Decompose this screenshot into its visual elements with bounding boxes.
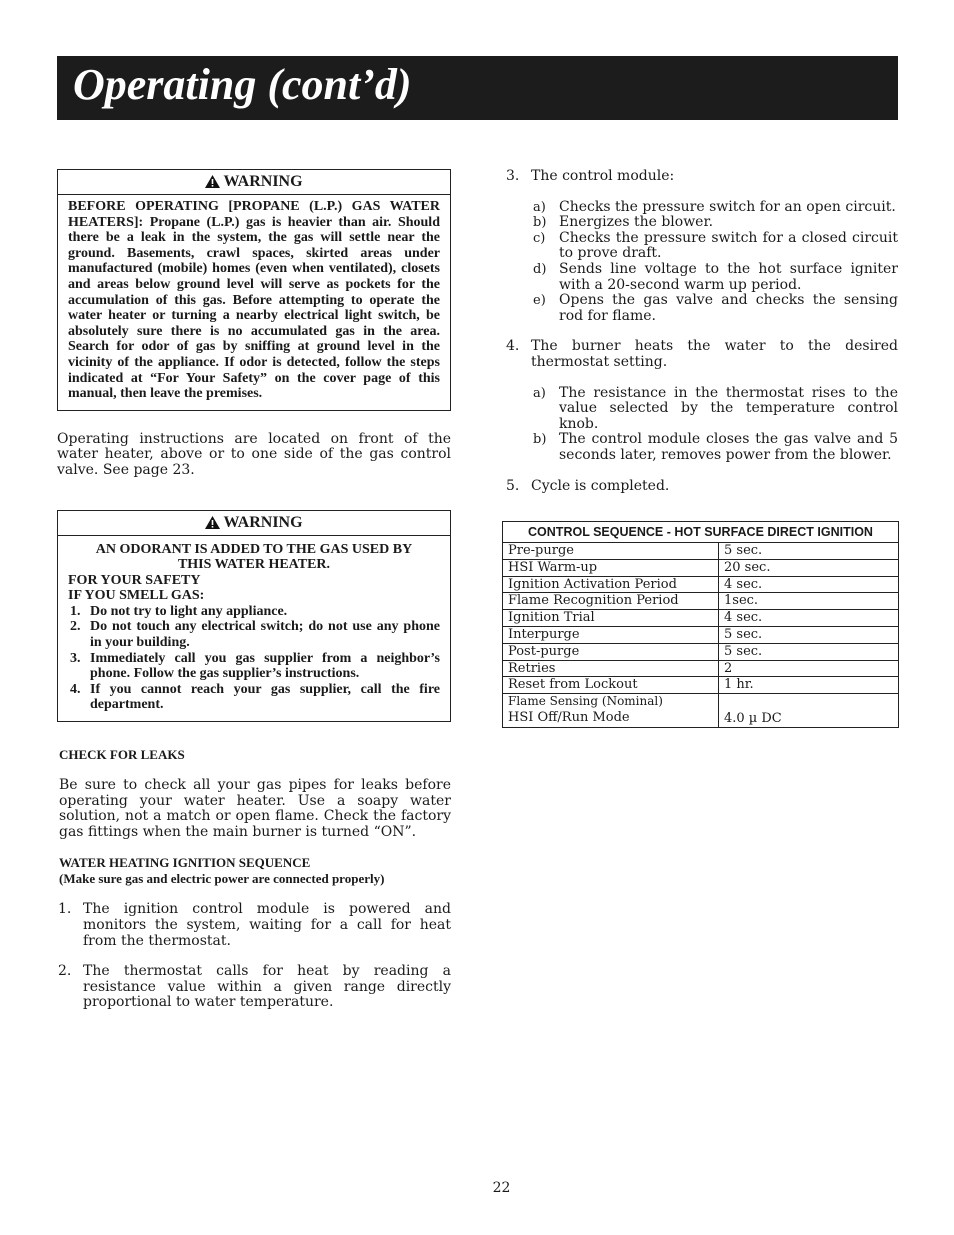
control-sequence-table [502, 521, 899, 728]
list-item: 4. If you cannot reach your gas supplier, call the fire department. [70, 681, 440, 713]
odorant-warning-body [58, 536, 450, 722]
table-row: Ignition Activation Period 4 sec. [503, 576, 899, 593]
warning-header [58, 511, 450, 536]
page-number: 22 [492, 1180, 511, 1196]
table-header-row [503, 522, 899, 543]
list-item: 2. The thermostat calls for heat by reading a resistance value within a given range directly proportional to water temperature. [58, 963, 451, 1011]
list-item: b) Energizes the blower. [533, 214, 714, 231]
list-item: 3. Immediately call you gas supplier from a neighbor’s phone. Follow the gas supplier’s instructions. [70, 650, 440, 682]
ignition-sequence-subheading: (Make sure gas and electric power are connected properly) [59, 871, 385, 887]
list-item: d) Sends line voltage to the hot surface igniter with a 20-second warm up period. [533, 260, 898, 293]
right-column [505, 169, 898, 494]
ignition-steps-right [505, 169, 898, 494]
table-row: Interpurge 5 sec. [503, 626, 899, 643]
ignition-steps-left [57, 902, 451, 1011]
for-your-safety: FOR YOUR SAFETY [68, 572, 201, 588]
check-for-leaks-text: Be sure to check all your gas pipes for leaks before operating your water heater. Use a soapy water solution, not a match or open flame. Check the factory gas fittings when the main burner is turned “ON”. [59, 777, 451, 840]
list-item: c) Checks the pressure switch for a closed circuit to prove draft. [533, 229, 898, 262]
table-title: CONTROL SEQUENCE - HOT SURFACE DIRECT IGNITION [503, 522, 899, 543]
control-module-substeps [531, 200, 898, 325]
ignition-sequence-heading: WATER HEATING IGNITION SEQUENCE [59, 855, 311, 871]
list-item: 1. Do not try to light any appliance. [70, 603, 288, 619]
flame-sensing-label: Flame Sensing (Nominal) [508, 694, 663, 709]
list-item: 1. The ignition control module is powered and monitors the system, waiting for a call for heat from the thermostat. [58, 901, 451, 949]
safety-steps-list [68, 604, 440, 713]
warning-header [58, 170, 450, 195]
table-row: Post-purge 5 sec. [503, 643, 899, 660]
warning-label: WARNING [223, 513, 303, 531]
table-row: Reset from Lockout 1 hr. [503, 677, 899, 694]
odorant-heading: AN ODORANT IS ADDED TO THE GAS USED BY THIS WATER HEATER. [95, 541, 413, 573]
burner-substeps [531, 386, 898, 464]
list-item: 3. The control module: a) Checks the pressure switch for an open circuit. b) Energizes the blower. c) Checks the pressure switch for a closed circuit to prove draft. d) Sends line voltage to the hot surface igniter with a 20-second warm up period. e) Opens the gas valve and checks the sensing rod for flame. [506, 168, 898, 324]
flame-sensing-value: 4.0 µ DC [719, 694, 899, 728]
propane-warning-text: BEFORE OPERATING [PROPANE (L.P.) GAS WATER HEATERS]: Propane (L.P.) gas is heavier than air. Should there be a leak in the system, the gas will settle near the ground. Basements, crawl spaces, skirted areas under manufactured (mobile) homes (even when ventilated), closets and areas below ground level will serve as pockets for the accumulation of this gas. Before attempting to operate the water heater or turning a nearby electrical light switch, be absolutely sure there is no accumulated gas in the area. Search for odor of gas by sniffing at ground level in the vicinity of the appliance. If odor is detected, follow the steps indicated at “For Your Safety” on the cover page of this manual, then leave the premises. [68, 199, 440, 402]
table-row: HSI Warm-up 20 sec. [503, 559, 899, 576]
list-item: 2. Do not touch any electrical switch; do not use any phone in your building. [70, 619, 440, 651]
propane-warning-box [57, 169, 451, 411]
list-item: 4. The burner heats the water to the desired thermostat setting. a) The resistance in the thermostat rises to the value selected by the temperature control knob. b) The control module closes the gas valve and 5 seconds later, removes power from the blower. [506, 338, 898, 463]
warning-triangle-icon [205, 516, 220, 529]
hsi-mode-label: HSI Off/Run Mode [508, 709, 630, 725]
warning-label: WARNING [223, 173, 303, 190]
operating-intro: Operating instructions are located on front of the water heater, above or to one side of the gas control valve. See page 23. [57, 430, 451, 478]
list-item: e) Opens the gas valve and checks the sensing rod for flame. [533, 292, 898, 324]
table-row: Pre-purge 5 sec. [503, 543, 899, 560]
odorant-warning-box [57, 510, 451, 723]
list-item: a) Checks the pressure switch for an open circuit. [533, 198, 896, 215]
warning-triangle-icon [205, 175, 220, 188]
if-you-smell-gas: IF YOU SMELL GAS: [68, 588, 205, 604]
page-title: Operating (cont’d) [73, 60, 412, 109]
list-item: a) The resistance in the thermostat rises to the value selected by the temperature control knob. [533, 384, 898, 432]
table-row: Flame Recognition Period 1sec. [503, 593, 899, 610]
left-column [57, 169, 451, 1011]
list-item: b) The control module closes the gas valve and 5 seconds later, removes power from the blower. [533, 431, 898, 463]
header-banner [57, 56, 898, 120]
table-row: Ignition Trial 4 sec. [503, 610, 899, 627]
check-for-leaks-heading: CHECK FOR LEAKS [59, 747, 185, 763]
table-row [503, 694, 899, 728]
table-row: Retries 2 [503, 660, 899, 677]
list-item: 5. Cycle is completed. [506, 477, 670, 494]
